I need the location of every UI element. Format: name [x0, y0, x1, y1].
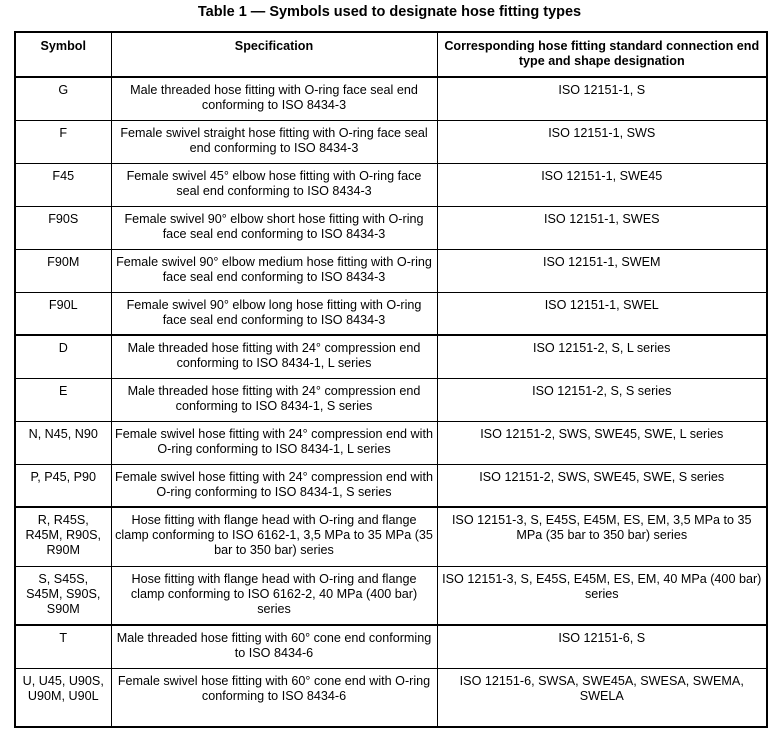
cell-specification: Female swivel 90° elbow short hose fitting with O-ring face seal end conforming to ISO 8434-3 — [111, 206, 437, 249]
header-specification: Specification — [111, 32, 437, 77]
cell-standard: ISO 12151-1, SWS — [437, 120, 767, 163]
hose-fitting-symbols-table — [14, 31, 768, 728]
cell-symbol: R, R45S, R45M, R90S, R90M — [15, 507, 111, 566]
cell-symbol: F — [15, 120, 111, 163]
cell-symbol: N, N45, N90 — [15, 421, 111, 464]
cell-specification: Male threaded hose fitting with 24° compression end conforming to ISO 8434-1, L series — [111, 335, 437, 378]
cell-standard: ISO 12151-3, S, E45S, E45M, ES, EM, 40 MPa (400 bar) series — [437, 566, 767, 625]
table-row — [15, 625, 767, 668]
cell-specification: Female swivel hose fitting with 24° compression end with O-ring conforming to ISO 8434-1, S series — [111, 464, 437, 507]
cell-standard: ISO 12151-1, S — [437, 77, 767, 120]
cell-standard: ISO 12151-3, S, E45S, E45M, ES, EM, 3,5 MPa to 35 MPa (35 bar to 350 bar) series — [437, 507, 767, 566]
cell-specification: Female swivel 45° elbow hose fitting with O-ring face seal end conforming to ISO 8434-3 — [111, 163, 437, 206]
cell-standard: ISO 12151-1, SWEM — [437, 249, 767, 292]
cell-specification: Female swivel straight hose fitting with O-ring face seal end conforming to ISO 8434-3 — [111, 120, 437, 163]
cell-specification: Female swivel hose fitting with 24° compression end with O-ring conforming to ISO 8434-1, L series — [111, 421, 437, 464]
table-title: Table 1 — Symbols used to designate hose fitting types — [197, 4, 582, 20]
cell-symbol: F90S — [15, 206, 111, 249]
cell-symbol: T — [15, 625, 111, 668]
cell-specification: Female swivel hose fitting with 60° cone end with O-ring conforming to ISO 8434-6 — [111, 668, 437, 727]
cell-symbol: F90L — [15, 292, 111, 335]
table-row — [15, 249, 767, 292]
table-row — [15, 77, 767, 120]
cell-symbol: D — [15, 335, 111, 378]
cell-standard: ISO 12151-6, SWSA, SWE45A, SWESA, SWEMA, SWELA — [437, 668, 767, 727]
cell-standard: ISO 12151-2, SWS, SWE45, SWE, L series — [437, 421, 767, 464]
table-row — [15, 421, 767, 464]
cell-symbol: E — [15, 378, 111, 421]
cell-specification: Male threaded hose fitting with O-ring face seal end conforming to ISO 8434-3 — [111, 77, 437, 120]
table-row — [15, 120, 767, 163]
table-row — [15, 464, 767, 507]
header-symbol: Symbol — [15, 32, 111, 77]
header-row — [15, 32, 767, 77]
table-row — [15, 378, 767, 421]
cell-specification: Hose fitting with flange head with O-ring and flange clamp conforming to ISO 6162-2, 40 MPa (400 bar) series — [111, 566, 437, 625]
cell-symbol: F45 — [15, 163, 111, 206]
table-row — [15, 335, 767, 378]
cell-symbol: S, S45S, S45M, S90S, S90M — [15, 566, 111, 625]
cell-standard: ISO 12151-1, SWES — [437, 206, 767, 249]
cell-standard: ISO 12151-2, S, S series — [437, 378, 767, 421]
table-row — [15, 163, 767, 206]
cell-standard: ISO 12151-2, S, L series — [437, 335, 767, 378]
cell-specification: Female swivel 90° elbow medium hose fitting with O-ring face seal end conforming to ISO 8434-3 — [111, 249, 437, 292]
cell-symbol: G — [15, 77, 111, 120]
cell-standard: ISO 12151-6, S — [437, 625, 767, 668]
table-row — [15, 507, 767, 566]
cell-symbol: F90M — [15, 249, 111, 292]
header-standard: Corresponding hose fitting standard connection end type and shape designation — [437, 32, 767, 77]
cell-standard: ISO 12151-1, SWEL — [437, 292, 767, 335]
table-row — [15, 206, 767, 249]
table-row — [15, 292, 767, 335]
table-row — [15, 668, 767, 727]
cell-specification: Male threaded hose fitting with 60° cone end conforming to ISO 8434-6 — [111, 625, 437, 668]
cell-symbol: P, P45, P90 — [15, 464, 111, 507]
cell-standard: ISO 12151-2, SWS, SWE45, SWE, S series — [437, 464, 767, 507]
cell-specification: Hose fitting with flange head with O-ring and flange clamp conforming to ISO 6162-1, 3,5 MPa to 35 MPa (35 bar to 350 bar) series — [111, 507, 437, 566]
cell-standard: ISO 12151-1, SWE45 — [437, 163, 767, 206]
table-row — [15, 566, 767, 625]
cell-specification: Male threaded hose fitting with 24° compression end conforming to ISO 8434-1, S series — [111, 378, 437, 421]
cell-specification: Female swivel 90° elbow long hose fitting with O-ring face seal end conforming to ISO 8434-3 — [111, 292, 437, 335]
cell-symbol: U, U45, U90S, U90M, U90L — [15, 668, 111, 727]
